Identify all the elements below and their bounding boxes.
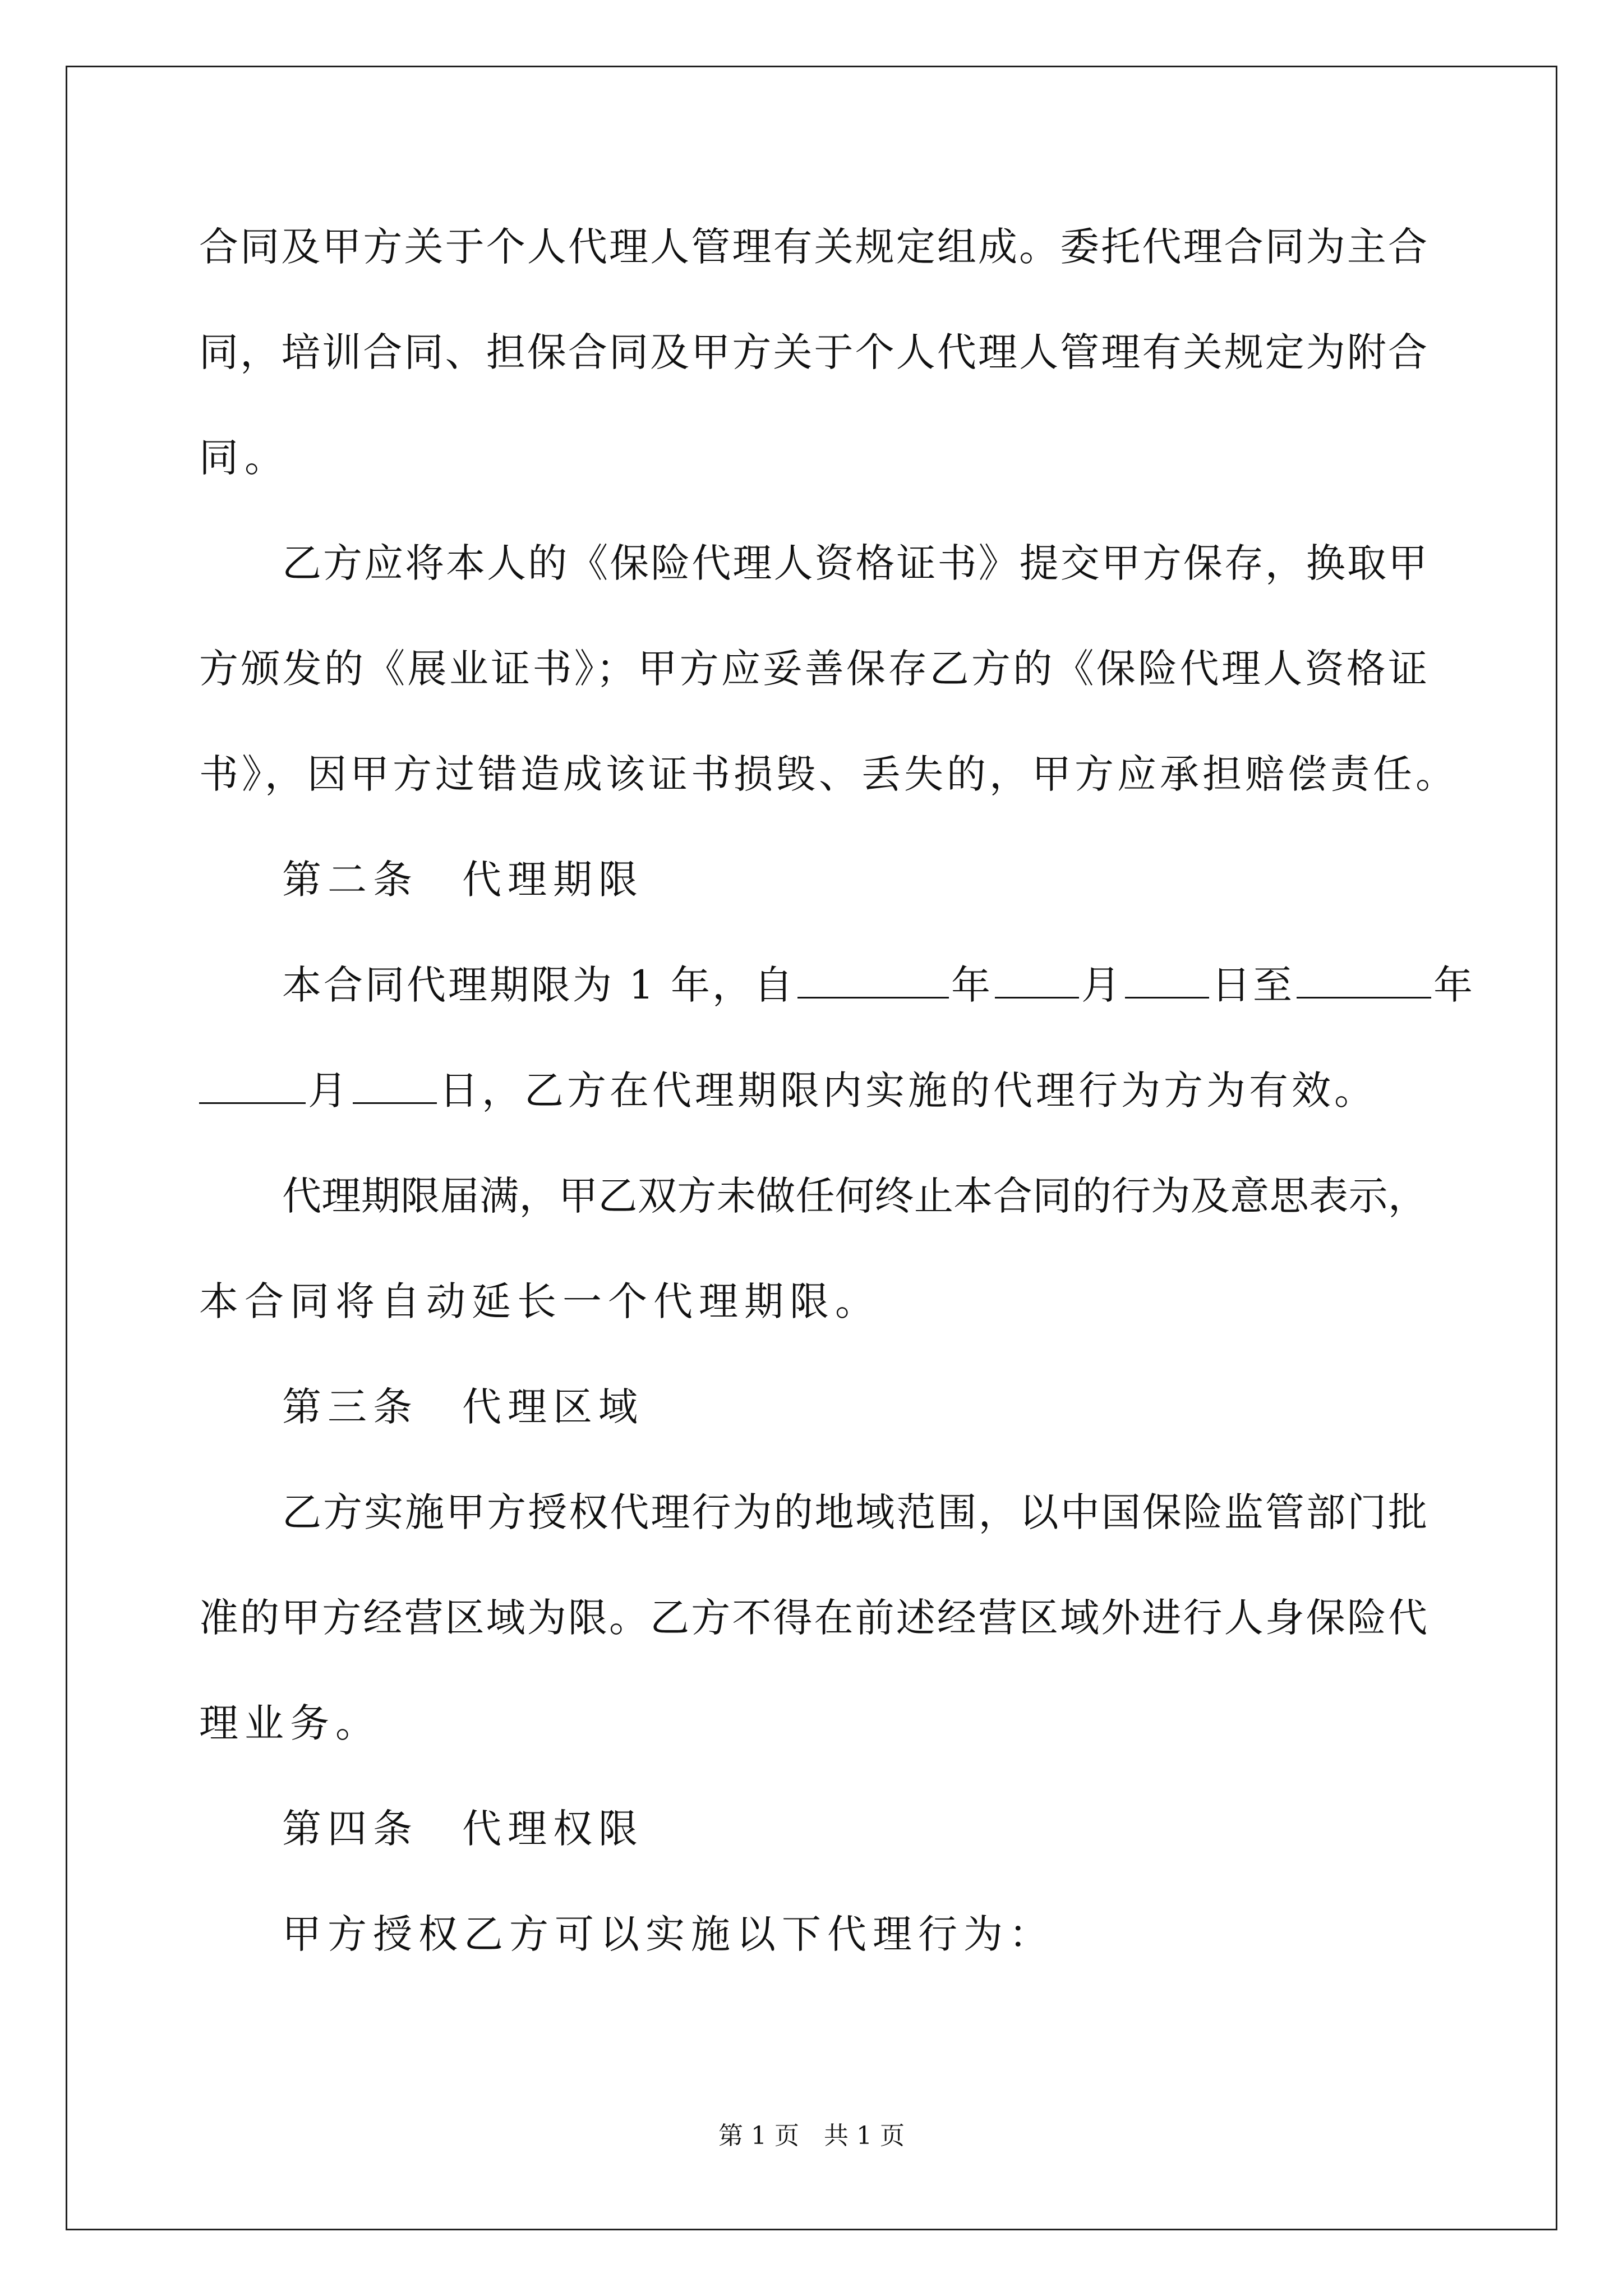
page-border — [66, 66, 1557, 2230]
blank-field — [995, 960, 1079, 999]
article-heading — [282, 1382, 644, 1432]
paragraph-line: 方颁发的《展业证书》；甲方应妥善保存乙方的《保险代理人资格证 — [199, 646, 1427, 692]
paragraph-line: 代理期限届满，甲乙双方未做任何终止本合同的行为及意思表示， — [282, 1173, 1427, 1219]
paragraph-line: 书》，因甲方过错造成该证书损毁、丢失的，甲方应承担赔偿责任。 — [199, 751, 1458, 797]
article-number: 第四条 — [282, 1806, 418, 1852]
blank-field — [1297, 960, 1431, 999]
term-year-label: 年 — [951, 962, 993, 1008]
blank-field — [1125, 960, 1209, 999]
term-month-label: 月 — [1081, 962, 1123, 1008]
paragraph-line: 合同及甲方关于个人代理人管理有关规定组成。委托代理合同为主合 — [199, 224, 1427, 270]
article-heading — [282, 1803, 644, 1854]
article-title: 代理权限 — [462, 1806, 644, 1852]
paragraph-line: 本合同将自动延长一个代理期限。 — [199, 1278, 880, 1324]
term-tail: 日，乙方在代理期限内实施的代理行为方为有效。 — [439, 1068, 1377, 1114]
term-month-label: 月 — [308, 1068, 351, 1114]
paragraph-line: 乙方实施甲方授权代理行为的地域范围，以中国保险监管部门批 — [282, 1489, 1427, 1535]
article-number: 第二条 — [282, 857, 418, 903]
term-day-label: 日至 — [1211, 962, 1295, 1008]
paragraph-line: 理业务。 — [199, 1700, 381, 1746]
article-title: 代理期限 — [462, 857, 644, 903]
term-line — [282, 960, 1475, 1010]
paragraph-line: 同，培训合同、担保合同及甲方关于个人代理人管理有关规定为附合 — [199, 329, 1427, 375]
paragraph-line: 甲方授权乙方可以实施以下代理行为： — [282, 1911, 1054, 1957]
blank-field — [353, 1065, 437, 1104]
article-title: 代理区域 — [462, 1384, 644, 1430]
paragraph-line: 准的甲方经营区域为限。乙方不得在前述经营区域外进行人身保险代 — [199, 1595, 1427, 1641]
article-heading — [282, 854, 644, 905]
blank-field — [199, 1065, 306, 1104]
article-number: 第三条 — [282, 1384, 418, 1430]
term-line — [199, 1065, 1377, 1116]
term-prefix: 本合同代理期限为 1 年，自 — [282, 962, 796, 1008]
blank-field — [797, 960, 949, 999]
page-footer: 第 1 页 共 1 页 — [718, 2122, 905, 2150]
term-year-label: 年 — [1433, 962, 1476, 1008]
paragraph-line: 同。 — [199, 435, 290, 481]
paragraph-line: 乙方应将本人的《保险代理人资格证书》提交甲方保存，换取甲 — [282, 540, 1427, 586]
